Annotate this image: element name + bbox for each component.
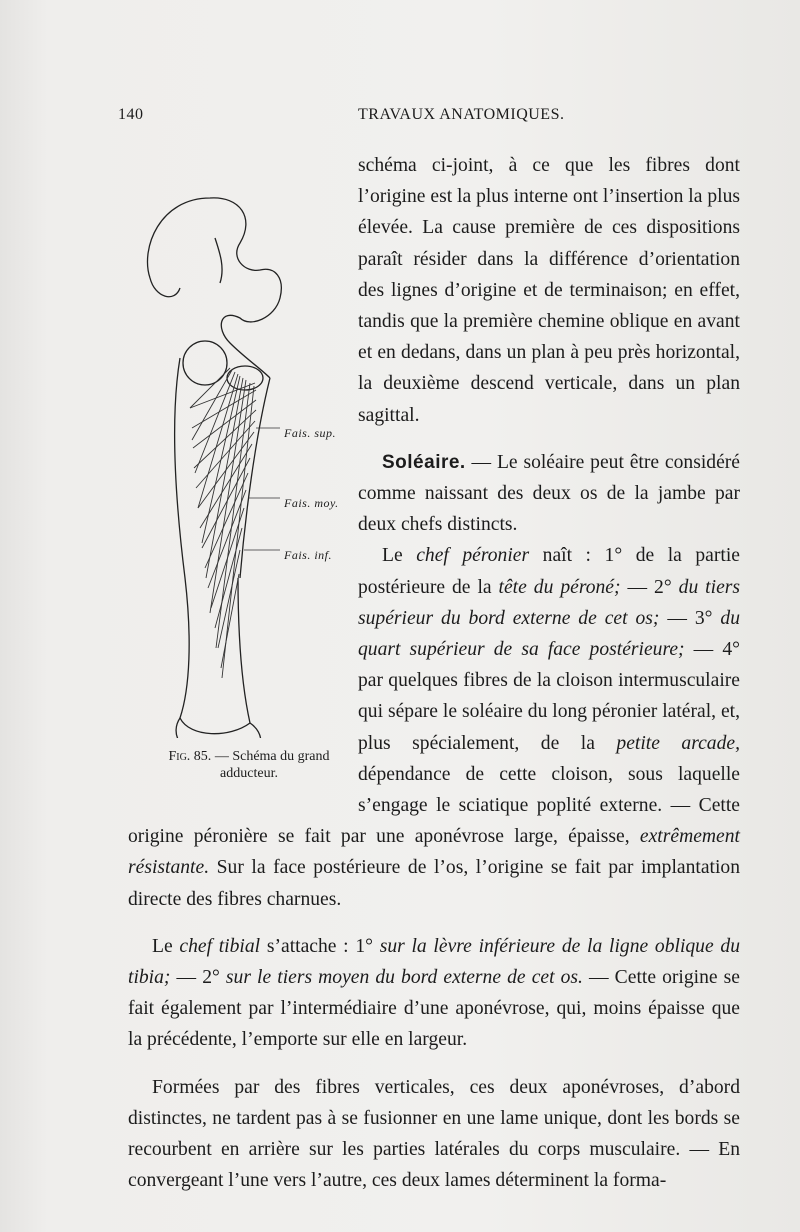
- chef-peronier-text-run: — 4° par quelques fibres de la cloison intermusculaire qui sépare le soléaire du long péronier latéral, et, plus spécialement, de la: [358, 639, 740, 754]
- running-title: TRAVAUX ANATOMIQUES.: [358, 106, 565, 123]
- label-fais-inf: Fais. inf.: [284, 548, 333, 562]
- paragraph-soleaire-text: — Le soléaire peut être considéré comme naissant des deux os de la jambe par deux chefs distincts.: [358, 451, 740, 536]
- label-fais-sup: Fais. sup.: [284, 426, 337, 440]
- chef-peronier-text-run: du quart supérieur de sa face postérieure;: [358, 607, 740, 661]
- chef-tibial-text-run: Le: [152, 935, 180, 957]
- chef-tibial-text-run: sur la lèvre inférieure de la ligne oblique du tibia;: [128, 935, 740, 989]
- figure-caption: [144, 748, 354, 782]
- chef-peronier-text-run: — 3°: [659, 607, 721, 629]
- chef-peronier-text-run: extrêmement résistante.: [128, 826, 740, 879]
- chef-peronier-text-run: dépendance de cette cloison, sous laquelle s’engage le sciatique poplité externe. — Cette origine péronière se fait par une aponévrose large, épaisse,: [128, 763, 740, 848]
- chef-peronier-text-run: Le: [382, 545, 417, 567]
- section-title-soleaire: Soléaire.: [382, 451, 466, 473]
- chef-peronier-text-run: chef péronier: [416, 545, 530, 567]
- caption-text: — Schéma du grand adducteur.: [214, 749, 330, 781]
- paragraph-5: Formées par des fibres verticales, ces deux aponévroses, d’abord distinctes, ne tardent pas à se fusionner en une lame unique, dont les bords se recourbent en arrière sur les parties latérales du corps musculaire. — En convergeant l’une vers l’autre, ces deux lames déterminent la forma-: [128, 1076, 740, 1192]
- chef-tibial-text-run: chef tibial: [179, 935, 261, 957]
- chef-tibial-text-run: — 2°: [170, 967, 226, 989]
- page-header: [118, 100, 758, 130]
- chef-peronier-text-run: naît : 1° de la partie postérieure de la: [358, 545, 740, 598]
- paragraph-chef-tibial: [128, 931, 740, 1056]
- chef-peronier-text-run: Sur la face postérieure de l’os, l’origine se fait par implantation directe des fibres charnues.: [128, 857, 740, 910]
- chef-peronier-text-run: petite arcade,: [616, 732, 740, 754]
- caption-number: Fig. 85.: [168, 749, 212, 764]
- chef-peronier-text-run: tête du péroné;: [498, 576, 621, 598]
- chef-peronier-text-run: — 2°: [620, 576, 679, 598]
- adductor-diagram: [120, 178, 360, 738]
- page-number: 140: [118, 106, 144, 123]
- body-text: [128, 150, 740, 1197]
- chef-peronier-text-run: du tiers supérieur du bord externe de cet os;: [358, 576, 741, 629]
- label-fais-moy: Fais. moy.: [284, 496, 339, 510]
- figure-85: [120, 150, 352, 805]
- chef-tibial-text-run: — Cette origine se fait également par l’intermédiaire d’une aponévrose, qui, moins épaisse que la précédente, l’emporte sur elle en largeur.: [128, 967, 741, 1051]
- chef-tibial-text-run: s’attache : 1°: [260, 935, 380, 957]
- chef-tibial-text-run: sur le tiers moyen du bord externe de cet os.: [225, 967, 583, 989]
- paragraph-1: schéma ci-joint, à ce que les fibres dont l’origine est la plus interne ont l’insertion la plus élevée. La cause première de ces dispositions paraît résider dans la différence d’orientation des lignes d’origine et de terminaison; en effet, tandis que la première chemine oblique en avant et en dedans, dans un plan à peu près horizontal, la deuxième descend verticale, dans un plan sagittal.: [358, 155, 741, 426]
